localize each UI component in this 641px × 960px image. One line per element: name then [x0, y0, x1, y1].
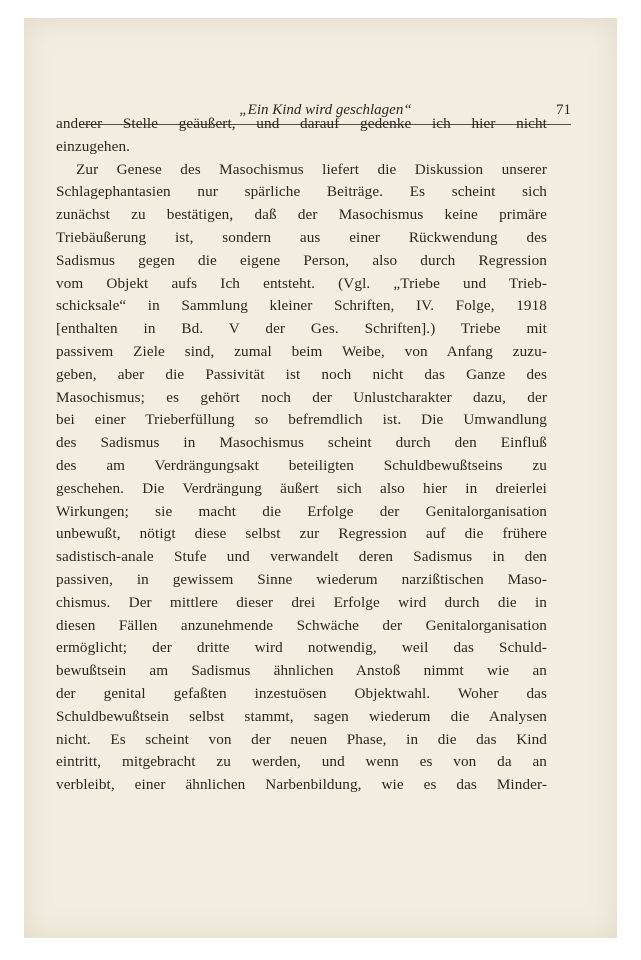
- text-line: anderer Stelle geäußert, und darauf gedenke ich hier nicht: [56, 115, 547, 132]
- text-line: geschehen. Die Verdrängung äußert sich also hier in dreierlei: [56, 479, 547, 497]
- text-line: des Sadismus in Masochismus scheint durch den Einfluß: [56, 434, 547, 452]
- text-line: des am Verdrängungsakt beteiligten Schuldbewußtseins zu: [56, 456, 547, 474]
- text-line: geben, aber die Passivität ist noch nicht das Ganze des: [56, 365, 547, 383]
- text-line: Sadismus gegen die eigene Person, also durch Regression: [56, 251, 547, 269]
- running-title: „Ein Kind wird geschlagen“: [239, 102, 412, 118]
- text-line: Schuldbewußtsein selbst stammt, sagen wiederum die Analysen: [56, 707, 547, 725]
- text-line: [enthalten in Bd. V der Ges. Schriften].) Triebe mit: [56, 320, 547, 338]
- text-line: einzugehen.: [56, 137, 131, 155]
- text-line: Zur Genese des Masochismus liefert die Diskussion unserer: [76, 160, 547, 178]
- text-line: bewußtsein am Sadismus ähnlichen Anstoß nimmt wie an: [56, 662, 547, 680]
- text-line: Masochismus; es gehört noch der Unlustcharakter dazu, der: [56, 388, 547, 406]
- text-line: passiven, in gewissem Sinne wiederum narzißtischen Maso-: [56, 570, 547, 588]
- text-line: Wirkungen; sie macht die Erfolge der Genitalorganisation: [56, 502, 547, 520]
- text-line: diesen Fällen anzunehmende Schwäche der Genitalorganisation: [56, 616, 547, 634]
- text-line: zunächst zu bestätigen, daß der Masochismus keine primäre: [56, 206, 547, 224]
- text-line: Schlagephantasien nur spärliche Beiträge. Es scheint sich: [56, 183, 547, 201]
- text-line: schicksale“ in Sammlung kleiner Schriften, IV. Folge, 1918: [56, 297, 547, 315]
- text-line: eintritt, mitgebracht zu werden, und wenn es von da an: [56, 753, 547, 771]
- text-line: passivem Ziele sind, zumal beim Weibe, von Anfang zuzu-: [56, 342, 547, 360]
- text-line: ermöglicht; der dritte wird notwendig, weil das Schuld-: [56, 639, 547, 657]
- text-line: bei einer Trieberfüllung so befremdlich ist. Die Umwandlung: [56, 411, 547, 429]
- text-line: chismus. Der mittlere dieser drei Erfolge wird durch die in: [56, 593, 547, 611]
- text-line: verbleibt, einer ähnlichen Narbenbildung, wie es das Minder-: [56, 776, 547, 794]
- text-line: Triebäußerung ist, sondern aus einer Rückwendung des: [56, 228, 547, 246]
- text-line: nicht. Es scheint von der neuen Phase, in die das Kind: [56, 730, 547, 748]
- text-line: sadistisch-anale Stufe und verwandelt deren Sadismus in den: [56, 548, 547, 566]
- page-number: 71: [556, 102, 571, 118]
- body-text: [56, 113, 547, 797]
- text-line: der genital gefaßten inzestuösen Objektwahl. Woher das: [56, 684, 547, 702]
- text-line: unbewußt, nötigt diese selbst zur Regression auf die frühere: [56, 525, 547, 543]
- text-line: vom Objekt aufs Ich entsteht. (Vgl. „Triebe und Trieb-: [56, 274, 547, 292]
